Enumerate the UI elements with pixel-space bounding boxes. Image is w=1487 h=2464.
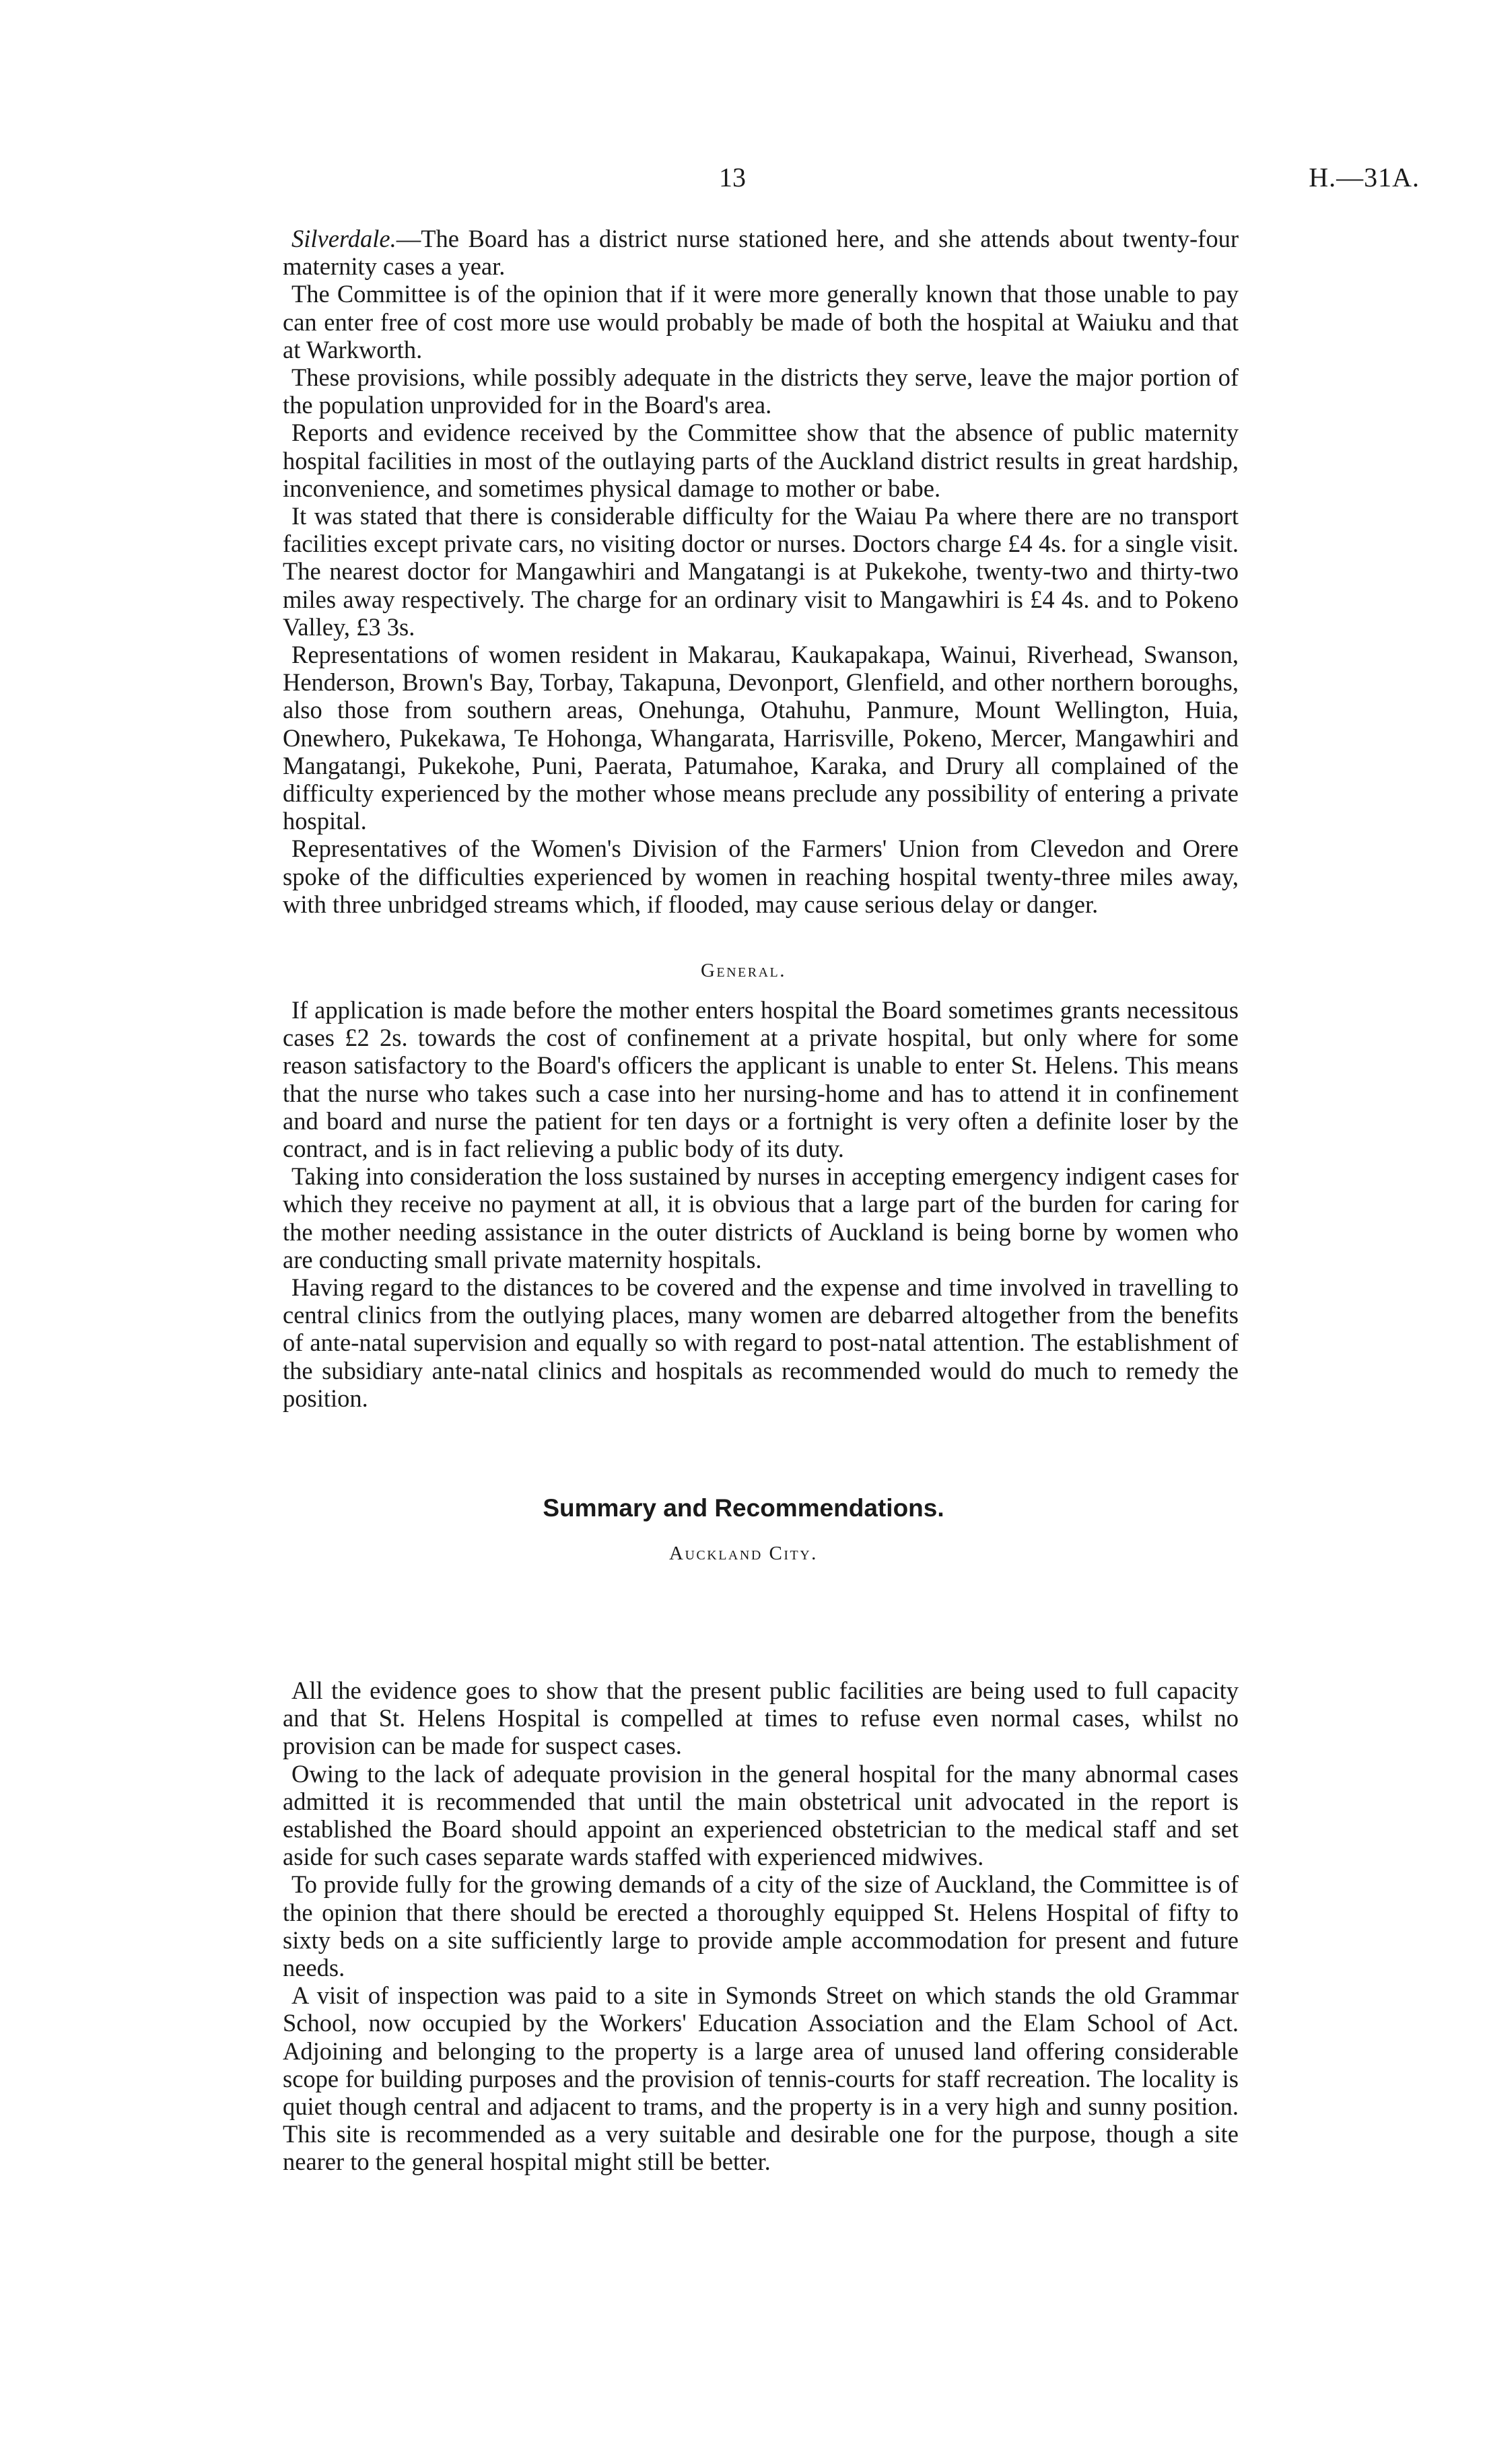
general-heading: General. <box>700 960 787 981</box>
paragraph: Having regard to the distances to be covered and the expense and time involved in travelling to central clinics from the outlying places, many women are debarred altogether from the benefits of ante-natal supervision and equally so with regard to post-natal attention. The establishment of the subsidiary ante-natal clinics and hospitals as recommended would do much to remedy the position. <box>283 1273 1239 1412</box>
paragraph: Taking into consideration the loss sustained by nurses in accepting emergency indigent cases for which they receive no payment at all, it is obvious that a large part of the burden for caring for the mother needing assistance in the outer districts of Auckland is being borne by women who are conducting small private maternity hospitals. <box>283 1162 1239 1273</box>
page-number: 13 <box>719 162 746 192</box>
document-reference: H.—31A. <box>1309 162 1420 192</box>
summary-title: Summary and Recommendations. <box>543 1494 944 1522</box>
paragraph: Silverdale.—The Board has a district nurse stationed here, and she attends about twenty-four maternity cases a year. <box>283 225 1239 281</box>
section-outlying-districts <box>283 225 1239 918</box>
place-name-lead: Silverdale. <box>291 225 396 252</box>
paragraph: Reports and evidence received by the Committee show that the absence of public maternity hospital facilities in most of the outlaying parts of the Auckland district results in great hardship, inconvenience, and sometimes physical damage to mother or babe. <box>283 419 1239 502</box>
section-summary <box>283 1677 1239 2176</box>
paragraph: To provide fully for the growing demands of a city of the size of Auckland, the Committee is of the opinion that there should be erected a thoroughly equipped St. Helens Hospital of fifty to sixty beds on a site sufficiently large to provide ample accommodation for present and future needs. <box>283 1870 1239 1982</box>
auckland-city-heading: Auckland City. <box>669 1543 818 1564</box>
paragraph: A visit of inspection was paid to a site in Symonds Street on which stands the old Grammar School, now occupied by the Workers' Education Association and the Elam School of Act. Adjoining and belonging to the property is a large area of unused land offering considerable scope for building purposes and the provision of tennis-courts for staff recreation. The locality is quiet though central and adjacent to trams, and the property is in a very high and sunny position. This site is recommended as a very suitable and desirable one for the purpose, though a site nearer to the general hospital might still be better. <box>283 1981 1239 2176</box>
page-header <box>0 162 1487 202</box>
paragraph: All the evidence goes to show that the present public facilities are being used to full capacity and that St. Helens Hospital is compelled at times to refuse even normal cases, whilst no provision can be made for suspect cases. <box>283 1677 1239 1760</box>
paragraph: Owing to the lack of adequate provision in the general hospital for the many abnormal cases admitted it is recommended that until the main obstetrical unit advocated in the report is established the Board should appoint an experienced obstetrician to the medical staff and set aside for such cases separate wards staffed with experienced midwives. <box>283 1759 1239 1871</box>
paragraph: These provisions, while possibly adequate in the districts they serve, leave the major portion of the population unprovided for in the Board's area. <box>283 363 1239 419</box>
paragraph: The Committee is of the opinion that if it were more generally known that those unable to pay can enter free of cost more use would probably be made of both the hospital at Waiuku and that at Warkworth. <box>283 280 1239 363</box>
paragraph: It was stated that there is considerable difficulty for the Waiau Pa where there are no transport facilities except private cars, no visiting doctor or nurses. Doctors charge £4 4s. for a single visit. The nearest doctor for Mangawhiri and Mangatangi is at Pukekohe, twenty-two and thirty-two miles away respectively. The charge for an ordinary visit to Mangawhiri is £4 4s. and to Pokeno Valley, £3 3s. <box>283 502 1239 641</box>
paragraph: If application is made before the mother enters hospital the Board sometimes grants necessitous cases £2 2s. towards the cost of confinement at a private hospital, but only where for some reason satisfactory to the Board's officers the applicant is unable to enter St. Helens. This means that the nurse who takes such a case into her nursing-home and has to attend it in confinement and board and nurse the patient for ten days or a fortnight is very often a definite loser by the contract, and is in fact relieving a public body of its duty. <box>283 996 1239 1163</box>
paragraph: Representations of women resident in Makarau, Kaukapakapa, Wainui, Riverhead, Swanson, Henderson, Brown's Bay, Torbay, Takapuna, Devonport, Glenfield, and other northern boroughs, also those from southern areas, Onehunga, Otahuhu, Panmure, Mount Wellington, Huia, Onewhero, Pukekawa, Te Hohonga, Whangarata, Harrisville, Pokeno, Mercer, Mangawhiri and Mangatangi, Pukekohe, Puni, Paerata, Patumahoe, Karaka, and Drury all complained of the difficulty experienced by the mother whose means preclude any possibility of entering a private hospital. <box>283 641 1239 835</box>
section-general <box>283 996 1239 1412</box>
paragraph: Representatives of the Women's Division of the Farmers' Union from Clevedon and Orere spoke of the difficulties experienced by women in reaching hospital twenty-three miles away, with three unbridged streams which, if flooded, may cause serious delay or danger. <box>283 835 1239 918</box>
